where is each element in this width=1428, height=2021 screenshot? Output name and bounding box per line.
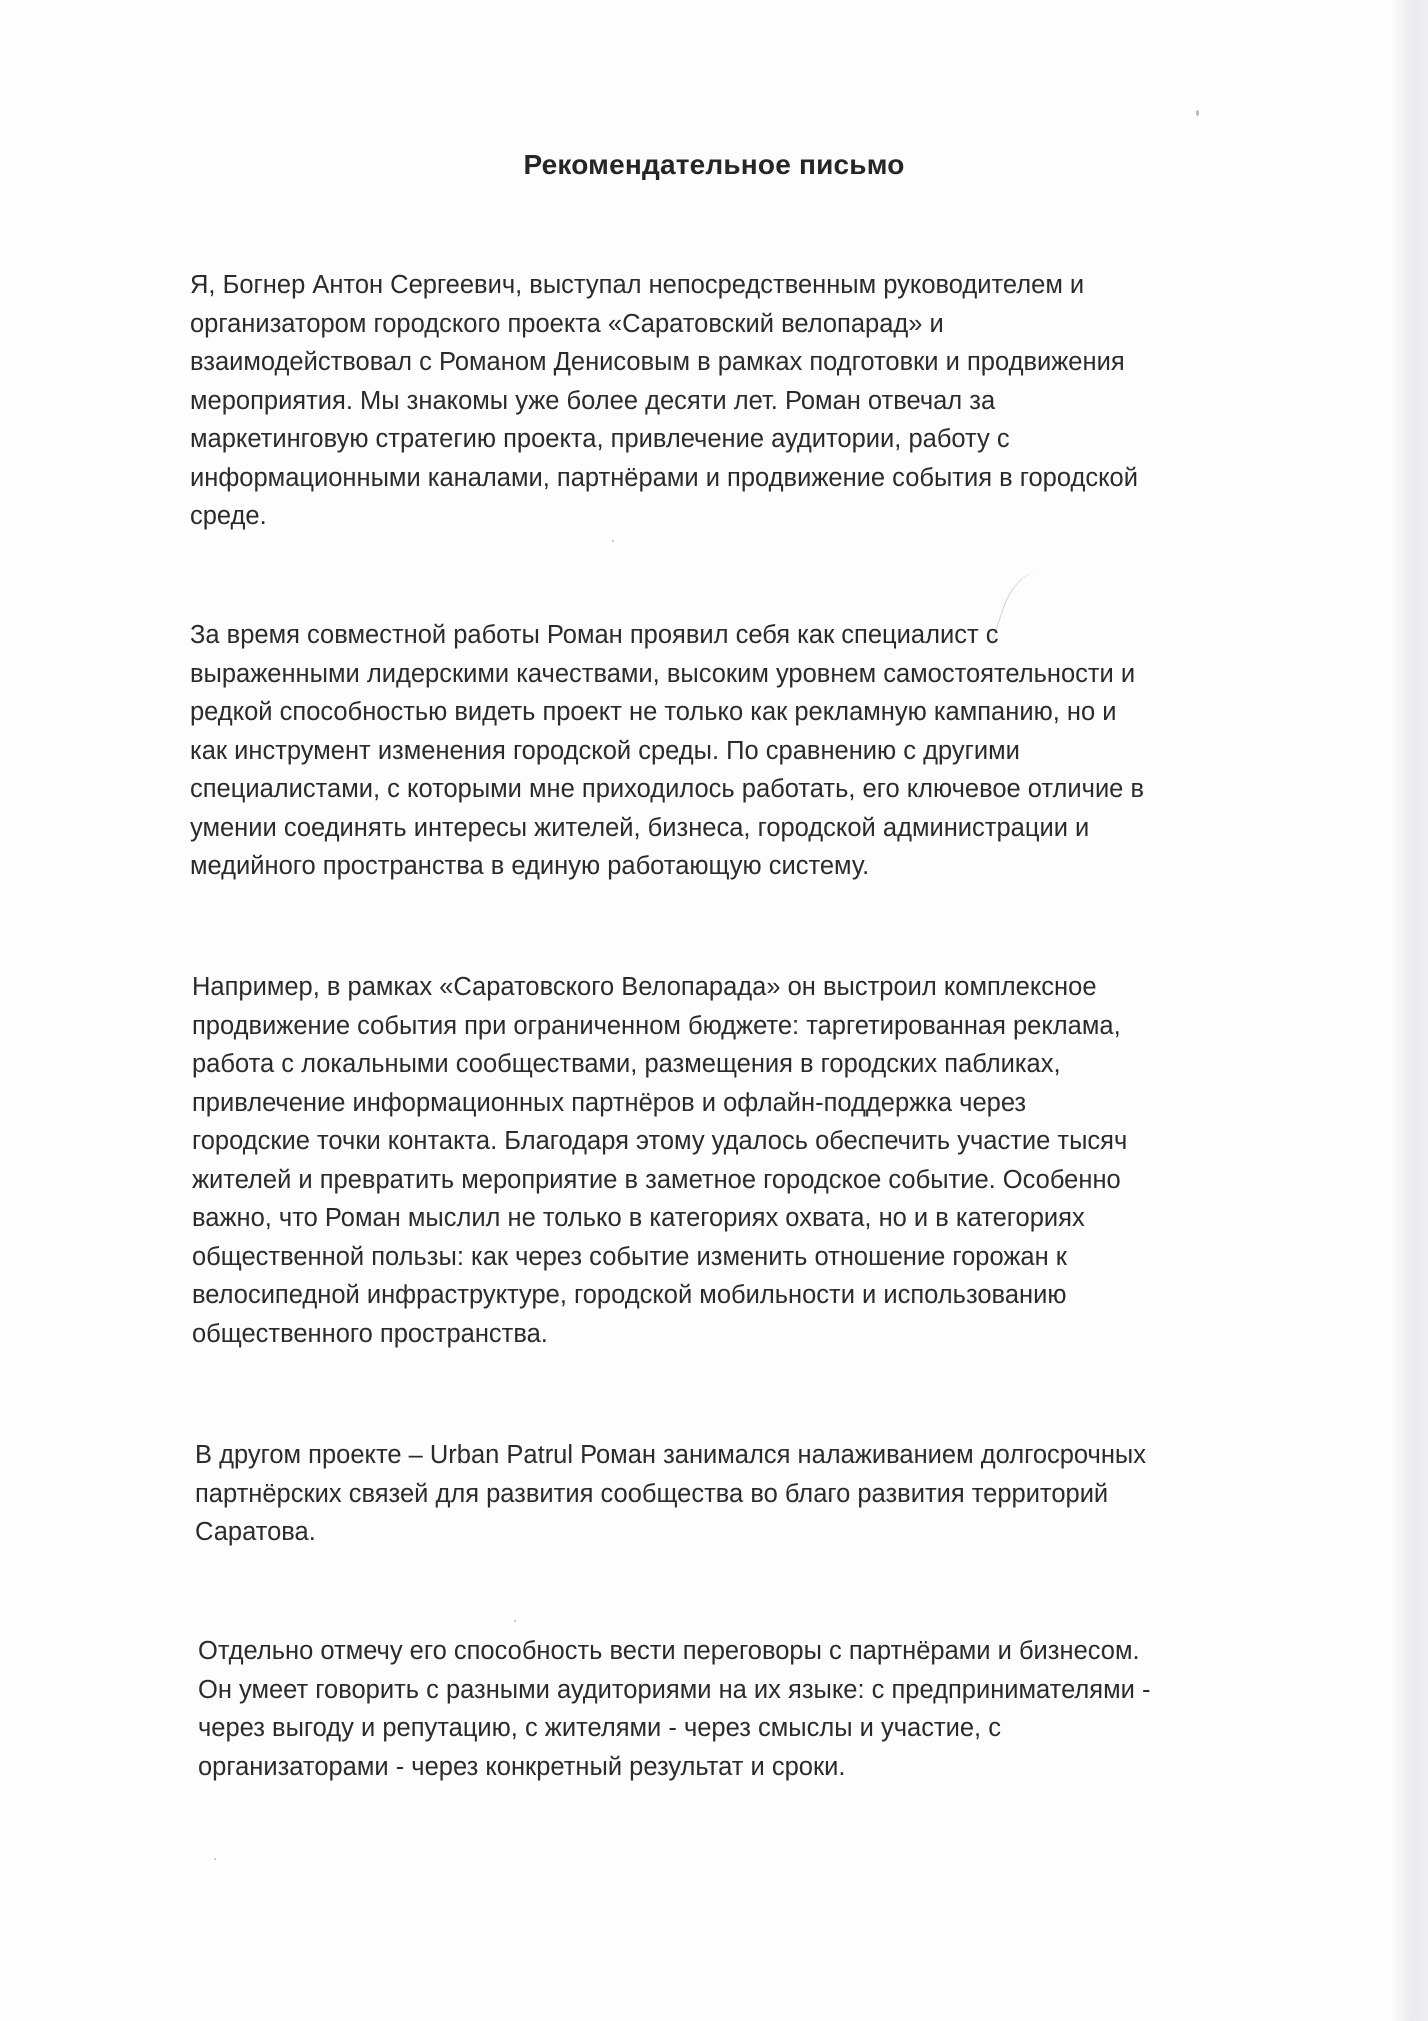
paragraph-line: как инструмент изменения городской среды. По сравнению с другими bbox=[190, 736, 1020, 765]
paragraph-line: организаторами - через конкретный результат и сроки. bbox=[198, 1752, 846, 1781]
paragraph-line: Я, Богнер Антон Сергеевич, выступал непосредственным руководителем и bbox=[190, 271, 1085, 299]
paragraph-line: Например, в рамках «Саратовского Велопарада» он выстроил комплексное bbox=[192, 973, 1097, 1001]
paragraph-3 bbox=[192, 968, 1127, 1353]
paragraph-line: Отдельно отмечу его способность вести переговоры с партнёрами и бизнесом. bbox=[198, 1637, 1140, 1665]
paragraph-line: через выгоду и репутацию, с жителями - через смыслы и участие, с bbox=[198, 1714, 1001, 1742]
paragraph-line: взаимодействовал с Романом Денисовым в рамках подготовки и продвижения bbox=[190, 348, 1125, 376]
paragraph-line: умении соединять интересы жителей, бизнеса, городской администрации и bbox=[190, 813, 1090, 842]
paragraph-line: продвижение события при ограниченном бюджете: таргетированная реклама, bbox=[192, 1011, 1121, 1040]
paragraph-line: В другом проекте – Urban Patrul Роман занимался налаживанием долгосрочных bbox=[195, 1441, 1146, 1469]
paragraph-line: редкой способностью видеть проект не только как рекламную кампанию, но и bbox=[190, 698, 1117, 726]
paragraph-line: жителей и превратить мероприятие в заметное городское событие. Особенно bbox=[192, 1165, 1121, 1194]
paragraph-line: Он умеет говорить с разными аудиториями на их языке: с предпринимателями - bbox=[198, 1675, 1151, 1704]
paragraph-line: привлечение информационных партнёров и офлайн-поддержка через bbox=[192, 1088, 1027, 1117]
paragraph-1 bbox=[190, 266, 1138, 536]
scan-speck bbox=[214, 1858, 216, 1860]
paragraph-line: велосипедной инфраструктуре, городской мобильности и использованию bbox=[192, 1281, 1067, 1309]
paragraph-line: информационными каналами, партнёрами и продвижение события в городской bbox=[190, 463, 1138, 492]
scan-speck bbox=[514, 1620, 516, 1622]
paragraph-line: общественной пользы: как через событие изменить отношение горожан к bbox=[192, 1242, 1067, 1271]
paragraph-line: За время совместной работы Роман проявил себя как специалист с bbox=[190, 621, 999, 649]
scan-shadow-edge bbox=[1390, 0, 1428, 2021]
paragraph-line: партнёрских связей для развития сообщества во благо развития территорий bbox=[195, 1479, 1109, 1508]
paragraph-line: выраженными лидерскими качествами, высоким уровнем самостоятельности и bbox=[190, 659, 1136, 688]
paragraph-line: работа с локальными сообществами, размещения в городских пабликах, bbox=[192, 1050, 1061, 1078]
paragraph-4 bbox=[195, 1436, 1146, 1552]
paragraph-line: организатором городского проекта «Саратовский велопарад» и bbox=[190, 309, 944, 338]
paragraph-line: среде. bbox=[190, 502, 267, 530]
scan-speck bbox=[612, 540, 614, 542]
paragraph-line: Саратова. bbox=[195, 1518, 316, 1546]
paragraph-line: городские точки контакта. Благодаря этому удалось обеспечить участие тысяч bbox=[192, 1127, 1128, 1155]
paragraph-line: медийного пространства в единую работающую систему. bbox=[190, 852, 870, 880]
paragraph-line: маркетинговую стратегию проекта, привлечение аудитории, работу с bbox=[190, 425, 1010, 453]
paragraph-line: мероприятия. Мы знакомы уже более десяти лет. Роман отвечал за bbox=[190, 386, 996, 415]
paragraph-5 bbox=[198, 1632, 1150, 1786]
scan-speck bbox=[1196, 110, 1199, 116]
paragraph-line: специалистами, с которыми мне приходилось работать, его ключевое отличие в bbox=[190, 775, 1144, 803]
paragraph-line: общественного пространства. bbox=[192, 1319, 548, 1348]
letter-title: Рекомендательное письмо bbox=[523, 149, 905, 180]
paragraph-2 bbox=[190, 616, 1144, 886]
paragraph-line: важно, что Роман мыслил не только в категориях охвата, но и в категориях bbox=[192, 1204, 1085, 1232]
